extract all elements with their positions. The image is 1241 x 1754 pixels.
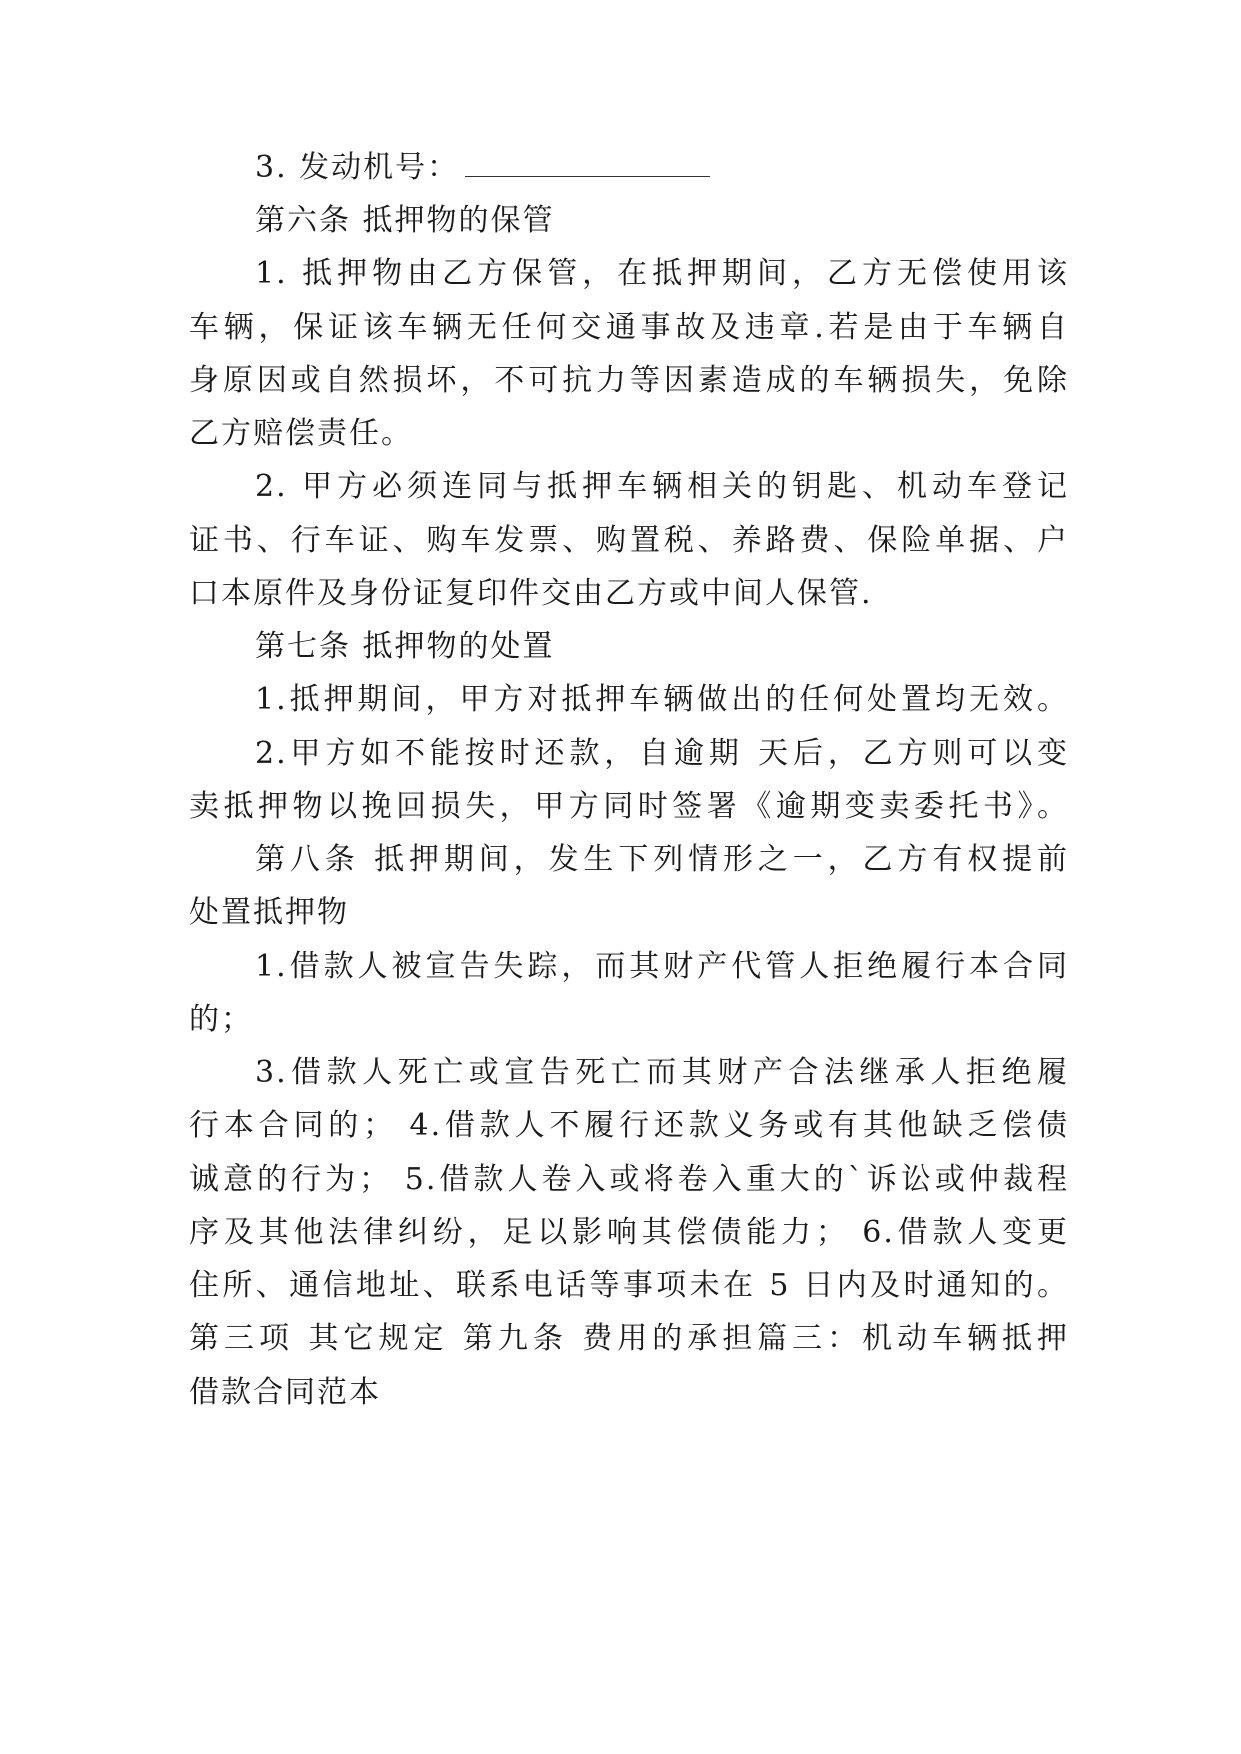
paragraph-line: 借款合同范本: [189, 1375, 381, 1410]
paragraph-line: 证书、行车证、购车发票、购置税、养路费、保险单据、户: [189, 523, 1069, 558]
paragraph-line: 口本原件及身份证复印件交由乙方或中间人保管.: [189, 576, 873, 611]
paragraph-line: 车辆，保证该车辆无任何交通事故及违章.若是由于车辆自: [189, 310, 1069, 345]
paragraph-line: 诚意的行为； 5.借款人卷入或将卷入重大的`诉讼或仲裁程: [189, 1162, 1069, 1197]
paragraph-line: 序及其他法律纠纷，足以影响其偿债能力； 6.借款人变更: [189, 1215, 1069, 1250]
engine-number-line: [255, 148, 1069, 188]
paragraph-line: 身原因或自然损坏，不可抗力等因素造成的车辆损失，免除: [189, 363, 1069, 398]
paragraph-line: 第三项 其它规定 第九条 费用的承担篇三：机动车辆抵押: [189, 1321, 1069, 1356]
article-7-heading: 第七条 抵押物的处置: [255, 629, 555, 664]
paragraph-line: 卖抵押物以挽回损失，甲方同时签署《逾期变卖委托书》。: [189, 789, 1069, 824]
paragraph-line: 2. 甲方必须连同与抵押车辆相关的钥匙、机动车登记: [255, 469, 1069, 504]
paragraph-line: 乙方赔偿责任。: [189, 416, 413, 451]
paragraph-line: 行本合同的； 4.借款人不履行还款义务或有其他缺乏偿债: [189, 1108, 1069, 1143]
engine-number-blank: [465, 148, 710, 177]
paragraph-line: 3.借款人死亡或宣告死亡而其财产合法继承人拒绝履: [255, 1055, 1069, 1090]
paragraph-line: 1.借款人被宣告失踪，而其财产代管人拒绝履行本合同: [255, 949, 1069, 984]
paragraph-line: 处置抵押物: [189, 895, 349, 930]
paragraph-line: 1. 抵押物由乙方保管，在抵押期间，乙方无偿使用该: [255, 256, 1069, 291]
article-8-heading: 第八条 抵押期间，发生下列情形之一，乙方有权提前: [255, 842, 1069, 877]
paragraph-line: 1.抵押期间，甲方对抵押车辆做出的任何处置均无效。: [255, 682, 1069, 717]
article-6-heading: 第六条 抵押物的保管: [255, 203, 555, 238]
paragraph-line: 的；: [189, 1002, 253, 1037]
engine-number-label: 3. 发动机号：: [255, 150, 460, 185]
paragraph-line: 住所、通信地址、联系电话等事项未在 5 日内及时通知的。: [189, 1268, 1069, 1303]
paragraph-line: 2.甲方如不能按时还款，自逾期 天后，乙方则可以变: [255, 736, 1069, 771]
